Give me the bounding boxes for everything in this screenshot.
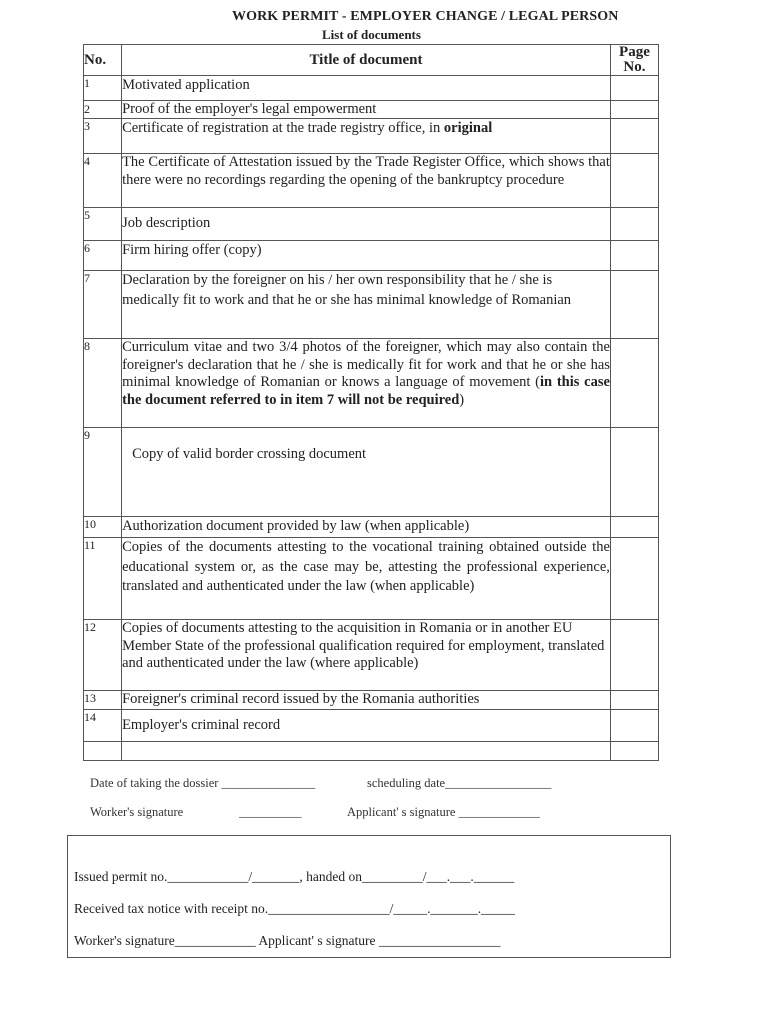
- table-row: [84, 691, 659, 710]
- header-page: [610, 45, 658, 76]
- documents-table: [83, 44, 659, 761]
- row-page-cell[interactable]: [610, 620, 658, 691]
- table-row: [84, 710, 659, 742]
- scheduling-date-field[interactable]: scheduling date_________________: [367, 776, 552, 790]
- row-number: 3: [84, 119, 122, 154]
- header-page-line1: Page: [619, 44, 650, 60]
- row-number: 11: [84, 538, 122, 620]
- row-title: Job description: [122, 208, 611, 241]
- tax-notice-field[interactable]: Received tax notice with receipt no.__________________/_____._______._____: [74, 901, 515, 916]
- table-row: [84, 154, 659, 208]
- row-number: 9: [84, 428, 122, 517]
- row-title: [122, 119, 611, 154]
- permit-issuance-box: [67, 835, 671, 958]
- row-number: 10: [84, 517, 122, 538]
- row-page-cell[interactable]: [610, 517, 658, 538]
- table-row: [84, 241, 659, 271]
- header-no: No.: [84, 45, 122, 76]
- worker-signature-field[interactable]: __________: [239, 805, 302, 819]
- row-number: 7: [84, 271, 122, 339]
- row-title: [122, 742, 611, 761]
- row-page-cell[interactable]: [610, 119, 658, 154]
- row-number: 2: [84, 101, 122, 119]
- row-number: 1: [84, 76, 122, 101]
- table-row: [84, 517, 659, 538]
- header-title: Title of document: [122, 45, 611, 76]
- row-page-cell[interactable]: [610, 538, 658, 620]
- row-page-cell[interactable]: [610, 691, 658, 710]
- row-number: 4: [84, 154, 122, 208]
- date-dossier-field[interactable]: Date of taking the dossier _______________: [90, 776, 316, 790]
- row-title-text: Curriculum vitae and two 3/4 photos of the foreigner, which may also contain the foreigner's declaration that he / she is medically fit for work and that he or she has minimal knowledge of Romanian or knows a language of movement (: [122, 339, 610, 390]
- row-title: Foreigner's criminal record issued by the Romania authorities: [122, 691, 611, 710]
- header-page-line2: No.: [623, 59, 646, 75]
- row-title: [122, 339, 611, 428]
- row-page-cell[interactable]: [610, 241, 658, 271]
- row-title: Authorization document provided by law (when applicable): [122, 517, 611, 538]
- row-title: Copies of the documents attesting to the vocational training obtained outside the educational system or, as the case may be, attesting the professional experience, translated and authenticated under the law (when applicable): [122, 538, 611, 620]
- row-number: 8: [84, 339, 122, 428]
- row-title: The Certificate of Attestation issued by the Trade Register Office, which shows that there were no recordings regarding the opening of the bankruptcy procedure: [122, 154, 611, 208]
- table-row: [84, 538, 659, 620]
- row-page-cell[interactable]: [610, 271, 658, 339]
- table-row: [84, 428, 659, 517]
- table-row: [84, 101, 659, 119]
- row-page-cell[interactable]: [610, 101, 658, 119]
- table-header-row: [84, 45, 659, 76]
- issued-permit-field[interactable]: Issued permit no.____________/_______, handed on_________/___.___.______: [74, 869, 515, 884]
- document-title: WORK PERMIT - EMPLOYER CHANGE / LEGAL PERSON: [232, 9, 619, 24]
- row-page-cell[interactable]: [610, 742, 658, 761]
- worker-signature-label: Worker's signature: [90, 805, 184, 819]
- row-page-cell[interactable]: [610, 208, 658, 241]
- row-title: Employer's criminal record: [122, 710, 611, 742]
- table-row: [84, 620, 659, 691]
- table-row: [84, 208, 659, 241]
- table-row: [84, 119, 659, 154]
- row-page-cell[interactable]: [610, 710, 658, 742]
- applicant-signature-field[interactable]: Applicant' s signature _____________: [347, 805, 540, 819]
- row-number: [84, 742, 122, 761]
- row-title-bold: in this case the document referred to in item 7 will not be required: [122, 374, 610, 408]
- row-number: 12: [84, 620, 122, 691]
- row-number: 14: [84, 710, 122, 742]
- row-title: Firm hiring offer (copy): [122, 241, 611, 271]
- row-page-cell[interactable]: [610, 76, 658, 101]
- row-page-cell[interactable]: [610, 428, 658, 517]
- table-row: [84, 271, 659, 339]
- box-signatures-field[interactable]: Worker's signature____________ Applicant' s signature __________________: [74, 933, 501, 948]
- row-title-text: Certificate of registration at the trade registry office, in: [122, 120, 444, 136]
- table-row: [84, 76, 659, 101]
- row-number: 5: [84, 208, 122, 241]
- row-title: Declaration by the foreigner on his / her own responsibility that he / she is medically fit to work and that he or she has minimal knowledge of Romanian: [122, 271, 611, 339]
- row-title: Proof of the employer's legal empowerment: [122, 101, 611, 119]
- row-page-cell[interactable]: [610, 154, 658, 208]
- document-subtitle: List of documents: [322, 27, 421, 42]
- table-row-empty: [84, 742, 659, 761]
- row-title-bold: original: [443, 120, 493, 136]
- table-row: [84, 339, 659, 428]
- row-title-tail: ): [459, 391, 465, 408]
- row-title: Motivated application: [122, 76, 611, 101]
- row-page-cell[interactable]: [610, 339, 658, 428]
- row-title: Copy of valid border crossing document: [122, 428, 611, 517]
- row-title: Copies of documents attesting to the acquisition in Romania or in another EU Member State of the professional qualification required for employment, translated and authenticated under the law (where applicable): [122, 620, 611, 691]
- row-number: 13: [84, 691, 122, 710]
- row-number: 6: [84, 241, 122, 271]
